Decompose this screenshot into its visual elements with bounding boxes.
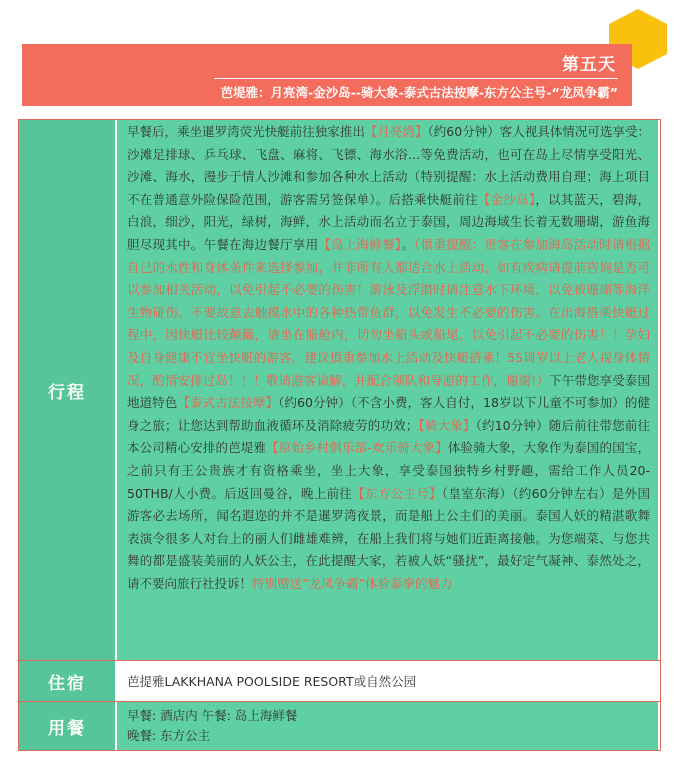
itinerary-text: ，以其蓝天，碧海，白浪，细沙，阳光，绿树，海鲜，水上活动而名立于泰国，周边海域生长着无数珊瑚，游鱼海胆尽现其中。午餐在海边餐厅享用 [127,191,650,252]
highlight-village-club: 【原始乡村俱乐部-欢乐骑大象】 [266,440,448,456]
itinerary-row [19,120,660,661]
itinerary-text: （约60分钟）客人视具体情况可选享受：沙滩足排球、乒乓球、飞盘、麻将、飞镖、海水浴…等免费活动，也可在岛上尽情享受阳光、沙滩、海水，漫步于情人沙滩和参加各种水上活动（特别提醒：水上活动费用自理；海上项目不在普通意外险保险范围，游客需另签保单）。后搭乘快艇前往 [127,124,650,207]
meals-row [19,702,660,750]
meals-line-2: 晚餐: 东方公主 [127,728,211,743]
itinerary-text: 。 [401,236,415,252]
itinerary-text: 早餐后，乘坐暹罗湾荧光快艇前往独家推出 [127,124,365,139]
itinerary-table [18,119,661,751]
meals-content [117,702,658,750]
itinerary-text: 下午带您享受泰国地道特色 [127,372,650,411]
highlight-oriental-princess: 【东方公主号】 [352,485,442,501]
highlight-golden-sand-island: 【金沙岛】 [477,191,536,207]
route-summary: 芭堤雅：月亮湾-金沙岛--骑大象-泰式古法按摩-东方公主号-“龙凤争霸” [214,78,618,101]
day-title: 第五天 [562,55,616,75]
itinerary-text: （约10分钟）随后前往带您前往本公司精心安排的芭堤雅 [127,417,650,456]
meals-line-1: 早餐: 酒店内 午餐: 岛上海鲜餐 [127,708,298,723]
highlight-elephant-ride: 【骑大象】 [418,417,476,433]
itinerary-text: （皇室东海）（约60分钟左右）是外国游客必去场所，闻名遐迩的并不是暹罗湾夜景，而是船上公主们的美丽。泰国人妖的精湛歌舞表演令很多人对台上的丽人们雌雄难辨，在船上我们将与她们近距离接触。为您端菜、与您共舞的都是盛装美丽的人妖公主，在此提醒大家，若被人妖“骚扰”，最好定气凝神、泰然处之，请不要向旅行社投诉！ [127,485,650,591]
lodging-text: 芭提雅LAKKHANA POOLSIDE RESORT或自然公园 [127,673,417,689]
itinerary-text: 体验骑大象，大象作为泰国的国宝，之前只有王公贵族才有资格乘坐，坐上大象，享受泰国独特乡村野趣，需给工作人员20-50THB/人小费。后返回曼谷，晚上前往 [127,440,650,501]
safety-notice: （慎重提醒：贵客在参加海岛活动时请根据自己的水性和身体条件来选择参加，并非所有人都适合水上活动，如有疾病请提前咨询是否可以参加相关活动，以免引起不必要的伤害！游泳及浮潜时请注意水下环境，以免被珊瑚等海洋生物碰伤。不要故意去触摸水中的各种热带鱼群，以免发生不必要的伤害。在出海搭乘快艇过程中，因快艇比较颠簸，请坐在船舱内，切勿坐船头或船尾，以免引起不必要的伤害！！孕妇及自身健康不宜坐快艇的游客，建议慎重参加水上活动及快艇搭乘！55周岁以上老人视身体情况，酌情安排过岛！！！敬请游客谅解，并配合领队和导游的工作，谢谢!） [127,236,650,388]
highlight-thai-massage: 【泰式古法按摩】 [177,395,279,411]
itinerary-label: 行程 [19,120,115,660]
meals-label: 用餐 [19,702,115,750]
lodging-label: 住宿 [19,661,115,701]
highlight-seafood-lunch: 【岛上海鲜餐】 [318,236,402,252]
lodging-content [117,661,658,701]
day-banner [22,44,632,106]
special-gift-note: 特别赠送“龙凤争霸”体验泰拳的魅力 [252,575,453,591]
lodging-row [19,661,660,702]
itinerary-text: （约60分钟）（不含小费，客人自付，18岁以下儿童不可参加）的健身之旅；让您达到帮助血液循环及消除疲劳的功效； [127,395,650,433]
highlight-moon-bay: 【月亮湾】 [364,124,428,139]
itinerary-content [117,120,658,660]
